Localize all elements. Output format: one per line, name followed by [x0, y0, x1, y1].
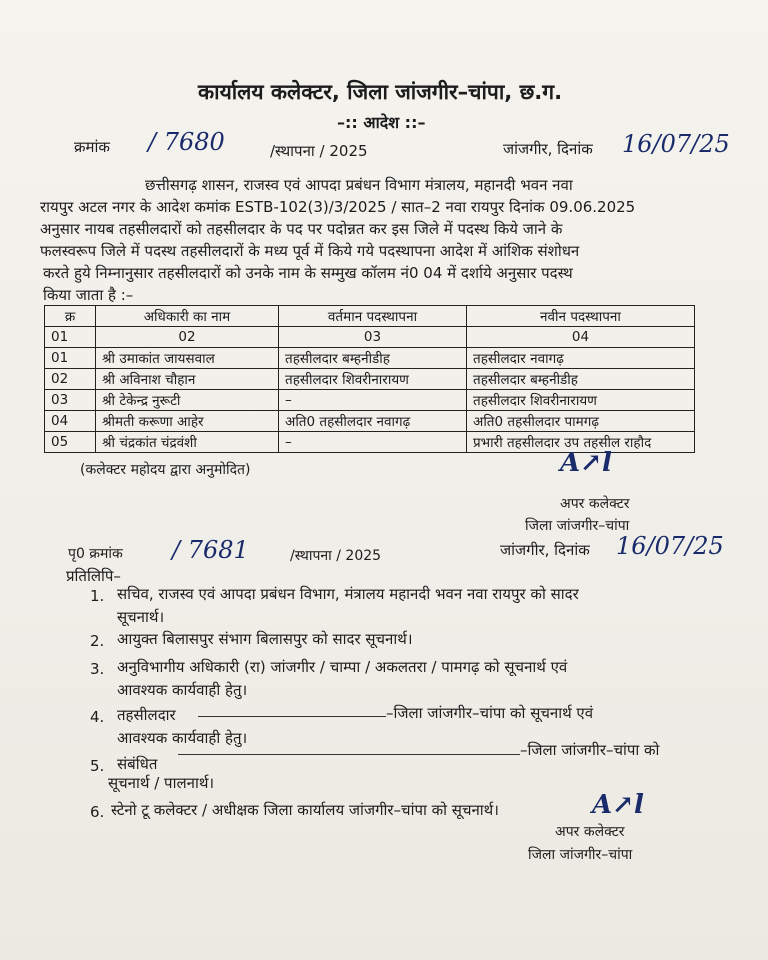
blank-line	[178, 754, 520, 755]
table-row	[45, 390, 695, 411]
table-cell: –	[279, 432, 467, 453]
body-line-5: करते हुये निम्नानुसार तहसीलदारों को उनके नाम के सम्मुख कॉलम नं0 04 में दर्शाये अनुसार पदस्थ	[43, 264, 573, 282]
table-cell: 05	[45, 432, 96, 453]
copy-item-text: संबंधित	[117, 755, 158, 773]
table-cell: तहसीलदार नवागढ़	[467, 348, 695, 369]
order-heading: –:: आदेश ::–	[337, 113, 426, 132]
signature-mark: A↗l	[560, 448, 612, 478]
table-header: अधिकारी का नाम	[96, 306, 279, 327]
table-cell: 02	[45, 369, 96, 390]
table-row	[45, 369, 695, 390]
body-line-2: रायपुर अटल नगर के आदेश कमांक ESTB-102(3)/3/2025 / सात–2 नवा रायपुर दिनांक 09.06.2025	[40, 198, 636, 216]
order-place-date-label: जांजगीर, दिनांक	[503, 140, 593, 158]
table-colnum: 02	[96, 327, 279, 348]
table-cell: तहसीलदार बम्हनीडीह	[279, 348, 467, 369]
table-cell: श्रीमती करूणा आहेर	[96, 411, 279, 432]
copy-item-text: –जिला जांजगीर–चांपा को	[520, 741, 660, 759]
table-cell: अति0 तहसीलदार पामगढ़	[467, 411, 695, 432]
office-title: कार्यालय कलेक्टर, जिला जांजगीर–चांपा, छ.ग.	[198, 80, 563, 104]
signature-designation: अपर कलेक्टर	[560, 496, 630, 512]
copy-item-text: स्टेनो टू कलेक्टर / अधीक्षक जिला कार्यालय जांजगीर–चांपा को सूचनार्थ।	[111, 801, 499, 819]
table-cell: तहसीलदार बम्हनीडीह	[467, 369, 695, 390]
endorsement-kramank-label: पृ0 क्रमांक	[68, 546, 123, 562]
copy-item-text: सचिव, राजस्व एवं आपदा प्रबंधन विभाग, मंत्रालय महानदी भवन नवा रायपुर को सादर	[117, 585, 579, 603]
table-cell: 01	[45, 348, 96, 369]
signature-designation: अपर कलेक्टर	[555, 824, 625, 840]
body-line-3: अनुसार नायब तहसीलदारों को तहसीलदार के पद पर पदोन्नत कर इस जिले में पदस्थ किये जाने के	[40, 220, 563, 238]
table-colnum-row	[45, 327, 695, 348]
copy-item-number: 3.	[90, 660, 105, 678]
signature-district: जिला जांजगीर–चांपा	[525, 518, 630, 534]
table-cell: 03	[45, 390, 96, 411]
table-header: क्र	[45, 306, 96, 327]
endorsement-place-date-label: जांजगीर, दिनांक	[500, 541, 590, 559]
copy-item-text: आयुक्त बिलासपुर संभाग बिलासपुर को सादर सूचनार्थ।	[117, 630, 413, 648]
copy-item-number: 4.	[90, 708, 105, 726]
copy-item-text: अनुविभागीय अधिकारी (रा) जांजगीर / चाम्पा / अकलतरा / पामगढ़ को सूचनार्थ एवं	[117, 658, 568, 676]
table-row	[45, 348, 695, 369]
table-cell: तहसीलदार शिवरीनारायण	[279, 369, 467, 390]
copy-item-number: 2.	[90, 632, 105, 650]
endorsement-date: 16/07/25	[616, 532, 724, 560]
copy-item-text: सूचनार्थ।	[117, 608, 165, 626]
posting-table	[44, 305, 695, 453]
approval-note: (कलेक्टर महोदय द्वारा अनुमोदित)	[80, 462, 251, 478]
copy-item-number: 5.	[90, 757, 105, 775]
table-colnum: 01	[45, 327, 96, 348]
signature-mark: A↗l	[592, 790, 644, 820]
order-suffix: /स्थापना / 2025	[270, 142, 368, 160]
blank-line	[198, 716, 386, 717]
table-cell: श्री अविनाश चौहान	[96, 369, 279, 390]
copy-item-number: 6.	[90, 803, 105, 821]
body-line-6: किया जाता है :–	[43, 286, 134, 304]
table-colnum: 04	[467, 327, 695, 348]
table-header: नवीन पदस्थापना	[467, 306, 695, 327]
table-row	[45, 411, 695, 432]
table-cell: अति0 तहसीलदार नवागढ़	[279, 411, 467, 432]
body-line-1: छत्तीसगढ़ शासन, राजस्व एवं आपदा प्रबंधन विभाग मंत्रालय, महानदी भवन नवा	[145, 176, 573, 194]
signature-district: जिला जांजगीर–चांपा	[528, 847, 633, 863]
order-number: / 7680	[148, 128, 225, 156]
copy-item-text: –जिला जांजगीर–चांपा को सूचनार्थ एवं	[386, 704, 594, 722]
copy-item-text: आवश्यक कार्यवाही हेतु।	[117, 729, 248, 747]
endorsement-suffix: /स्थापना / 2025	[290, 548, 382, 564]
copy-item-number: 1.	[90, 587, 105, 605]
table-cell: श्री टेकेन्द्र नुरूटी	[96, 390, 279, 411]
copy-item-text: सूचनार्थ / पालनार्थ।	[108, 774, 215, 792]
copy-item-text: तहसीलदार	[117, 706, 176, 724]
copy-item-text: आवश्यक कार्यवाही हेतु।	[117, 681, 248, 699]
table-header: वर्तमान पदस्थापना	[279, 306, 467, 327]
table-cell: श्री उमाकांत जायसवाल	[96, 348, 279, 369]
kramank-label: क्रमांक	[74, 138, 110, 156]
body-line-4: फलस्वरूप जिले में पदस्थ तहसीलदारों के मध्य पूर्व में किये गये पदस्थापना आदेश में आंशिक संशोधन	[40, 242, 580, 260]
endorsement-number: / 7681	[172, 536, 249, 564]
order-date: 16/07/25	[622, 130, 730, 158]
table-cell: –	[279, 390, 467, 411]
table-cell: श्री चंद्रकांत चंद्रवंशी	[96, 432, 279, 453]
table-cell: प्रभारी तहसीलदार उप तहसील राहौद	[467, 432, 695, 453]
table-colnum: 03	[279, 327, 467, 348]
table-cell: तहसीलदार शिवरीनारायण	[467, 390, 695, 411]
copy-label: प्रतिलिपि–	[66, 567, 121, 585]
table-header-row	[45, 306, 695, 327]
table-cell: 04	[45, 411, 96, 432]
